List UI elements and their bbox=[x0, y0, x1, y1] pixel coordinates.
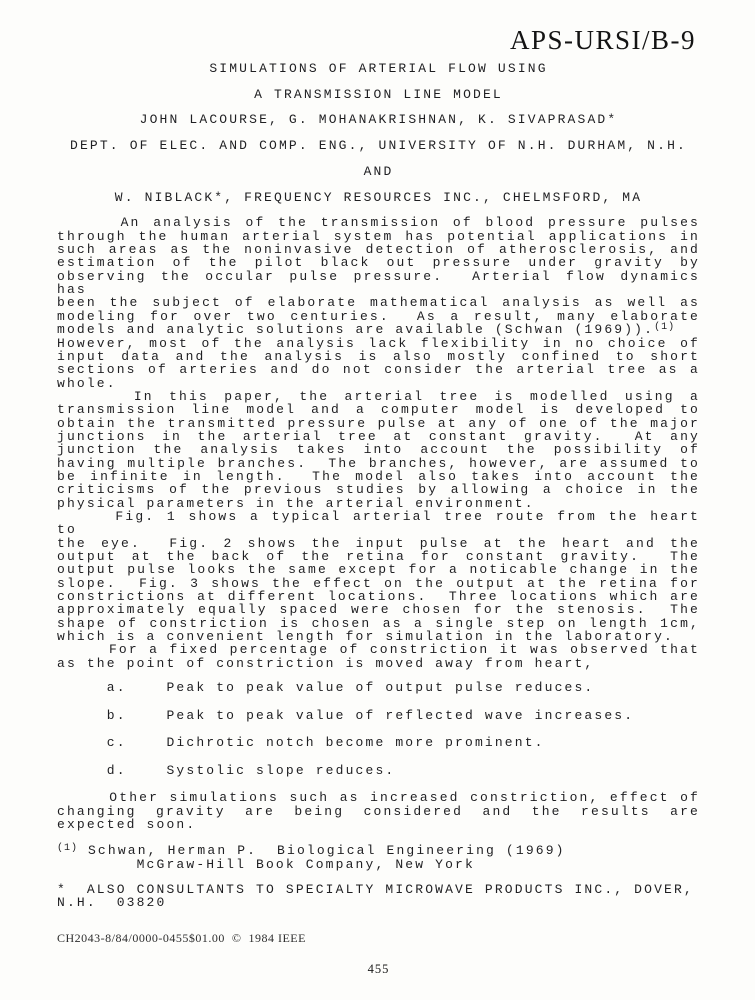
text-line: d. Systolic slope reduces. bbox=[57, 762, 396, 778]
text-line: SIMULATIONS OF ARTERIAL FLOW USING bbox=[209, 61, 548, 76]
text-line: which is a convenient length for simulation in the laboratory. bbox=[57, 629, 674, 645]
text-line: junction the analysis takes into account the possibility of bbox=[57, 442, 700, 458]
text-line: been the subject of elaborate mathematical analysis as well as bbox=[57, 295, 700, 311]
text-line: Fig. 1 shows a typical arterial tree route from the heart to bbox=[57, 508, 700, 538]
text-line: An analysis of the transmission of blood pressure pulses bbox=[57, 215, 700, 231]
reference-text: Schwan, Herman P. Biological Engineering (1969) bbox=[78, 843, 566, 859]
text-line: In this paper, the arterial tree is modelled using a bbox=[57, 388, 700, 404]
paragraph-2 bbox=[57, 390, 700, 510]
text-line: whole. bbox=[57, 375, 117, 391]
text-line: c. Dichrotic notch become more prominent. bbox=[57, 735, 545, 751]
text-line: W. NIBLACK*, FREQUENCY RESOURCES INC., CHELMSFORD, MA bbox=[114, 189, 643, 205]
paragraph-3 bbox=[57, 510, 700, 643]
citation-superscript: (1) bbox=[654, 322, 676, 334]
text-line: sections of arteries and do not consider the arterial tree as a bbox=[57, 362, 700, 378]
text-line: b. Peak to peak value of reflected wave increases. bbox=[57, 707, 635, 723]
paragraph-1-part-b bbox=[57, 337, 700, 390]
text-line: input data and the analysis is also mostly confined to short bbox=[57, 348, 700, 364]
text-line: transmission line model and a computer model is developed to bbox=[57, 402, 700, 418]
reference-number-superscript: (1) bbox=[57, 843, 79, 855]
text-line: output pulse looks the same except for a noticable change in the bbox=[57, 562, 700, 578]
text-line: Other simulations such as increased constriction, effect of bbox=[57, 790, 700, 806]
text-line: N.H. 03820 bbox=[57, 895, 167, 911]
asterisk-footnote bbox=[57, 883, 700, 910]
text-line: observing the occular pulse pressure. Arterial flow dynamics has bbox=[57, 268, 700, 298]
text-line: DEPT. OF ELEC. AND COMP. ENG., UNIVERSITY OF N.H. DURHAM, N.H. bbox=[70, 138, 687, 154]
text-line: such areas as the noninvasive detection of atherosclerosis, and bbox=[57, 242, 700, 258]
text-line: obtain the transmitted pressure pulse at any of one of the major bbox=[57, 415, 700, 431]
text-line: through the human arterial system has potential applications in bbox=[57, 228, 700, 244]
text-line: For a fixed percentage of constriction it was observed that bbox=[57, 642, 700, 658]
copyright-line: CH2043-8/84/0000-0455$01.00 © 1984 IEEE bbox=[57, 930, 306, 945]
reference-footnote bbox=[57, 844, 700, 871]
text-line: constrictions at different locations. Three locations which are bbox=[57, 589, 700, 605]
paragraph-5 bbox=[57, 791, 700, 831]
text-line: shape of constriction is chosen as a single step on length 1cm, bbox=[57, 615, 700, 631]
text-line: be infinite in length. The model also takes into account the bbox=[57, 468, 700, 484]
text-line: criticisms of the previous studies by allowing a choice in the bbox=[57, 482, 700, 498]
text-line: a. Peak to peak value of output pulse reduces. bbox=[57, 680, 595, 696]
text-line: having multiple branches. The branches, however, are assumed to bbox=[57, 455, 700, 471]
session-code: APS-URSI/B-9 bbox=[509, 25, 696, 55]
paragraph-1-part-a bbox=[57, 216, 700, 323]
title-and-authors-block bbox=[57, 62, 700, 204]
paragraph-1-citation-line bbox=[57, 323, 700, 336]
page-number: 455 bbox=[367, 961, 390, 976]
text-line: A TRANSMISSION LINE MODEL bbox=[254, 86, 503, 102]
text-line: AND bbox=[363, 163, 394, 179]
text-line: physical parameters in the arterial environment. bbox=[57, 495, 535, 511]
citation-line-text: models and analytic solutions are available (Schwan (1969)). bbox=[57, 322, 655, 338]
text-line: junctions in the arterial tree at constant gravity. At any bbox=[57, 428, 700, 444]
findings-list bbox=[57, 681, 700, 777]
abstract-body bbox=[57, 216, 700, 909]
reference-line-2: McGraw-Hill Book Company, New York bbox=[57, 856, 475, 872]
text-line: approximately equally spaced were chosen for the stenosis. The bbox=[57, 602, 700, 618]
text-line: * ALSO CONSULTANTS TO SPECIALTY MICROWAVE PRODUCTS INC., DOVER, bbox=[57, 881, 694, 897]
reference-line-1 bbox=[57, 844, 700, 857]
text-line: However, most of the analysis lack flexibility in no choice of bbox=[57, 335, 700, 351]
text-line: the eye. Fig. 2 shows the input pulse at the heart and the bbox=[57, 535, 700, 551]
text-line: estimation of the pilot black out pressure under gravity by bbox=[57, 255, 700, 271]
text-line: slope. Fig. 3 shows the effect on the output at the retina for bbox=[57, 575, 700, 591]
paragraph-4 bbox=[57, 643, 700, 670]
text-line: changing gravity are being considered and the results are bbox=[57, 803, 700, 819]
text-line: expected soon. bbox=[57, 816, 197, 832]
text-line: as the point of constriction is moved away from heart, bbox=[57, 655, 595, 671]
text-line: JOHN LACOURSE, G. MOHANAKRISHNAN, K. SIVAPRASAD* bbox=[139, 112, 618, 128]
text-line: output at the back of the retina for constant gravity. The bbox=[57, 549, 700, 564]
text-line: modeling for over two centuries. As a result, many elaborate bbox=[57, 308, 700, 324]
